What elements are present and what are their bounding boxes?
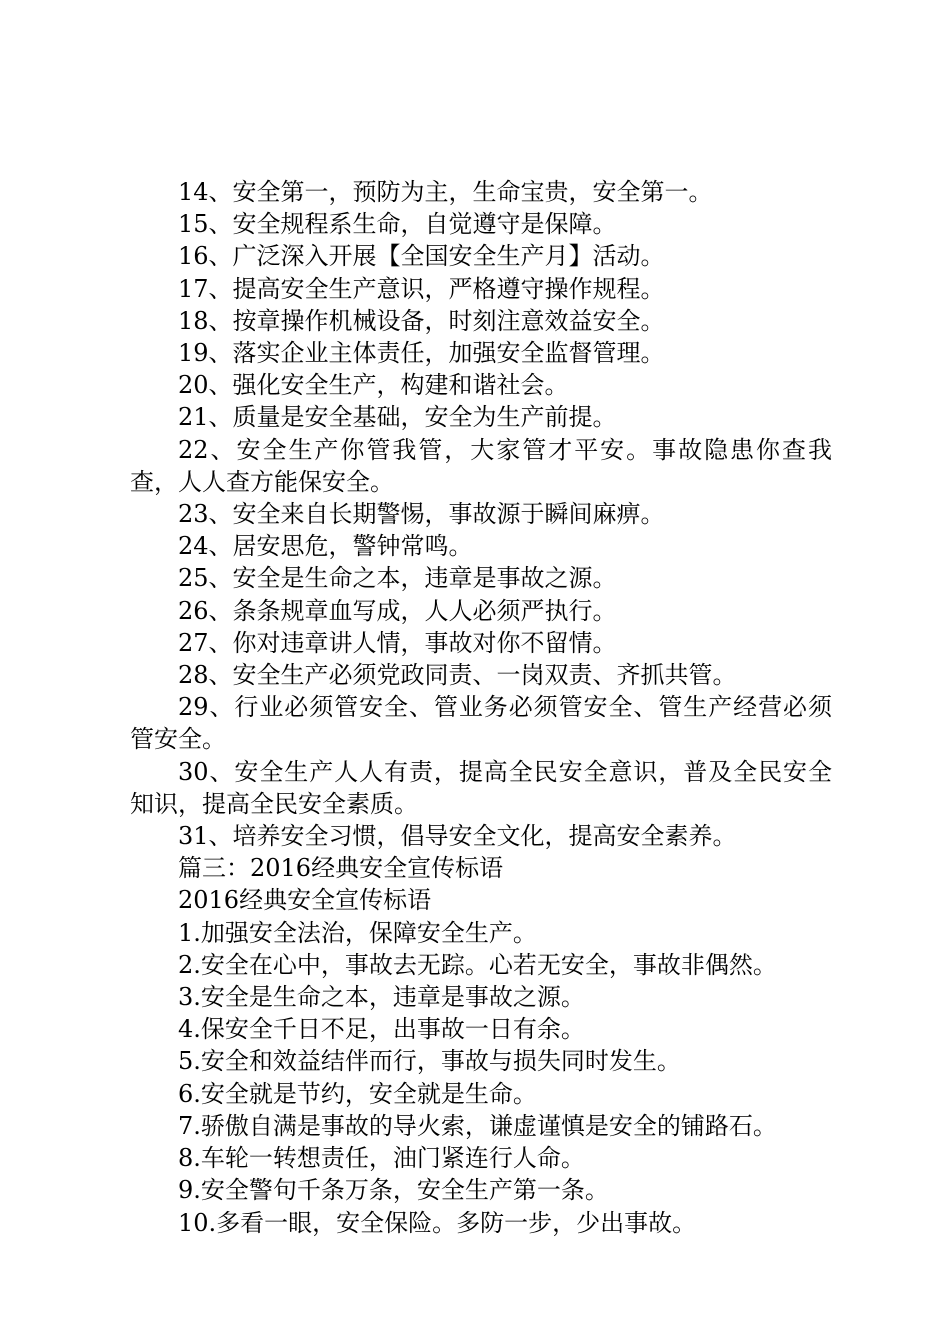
paragraph-14: 14、安全第一，预防为主，生命宝贵，安全第一。 xyxy=(178,178,713,206)
slogan-2: 2.安全在心中，事故去无踪。心若无安全，事故非偶然。 xyxy=(178,950,777,979)
slogan-5: 5.安全和效益结伴而行，事故与损失同时发生。 xyxy=(178,1047,681,1076)
paragraph-26: 26、条条规章血写成，人人必须严执行。 xyxy=(178,596,617,625)
slogan-3: 3.安全是生命之本，违章是事故之源。 xyxy=(178,983,585,1012)
slogan-10: 10.多看一眼，安全保险。多防一步，少出事故。 xyxy=(178,1208,697,1237)
paragraph-22: 22、安全生产你管我管，大家管才平安。事故隐患你查我查，人人查方能保安全。 xyxy=(130,435,832,496)
document-body xyxy=(130,176,832,1239)
paragraph-17: 17、提高安全生产意识，严格遵守操作规程。 xyxy=(178,274,665,303)
section-heading: 篇三：2016经典安全宣传标语 xyxy=(178,854,504,883)
paragraph-25: 25、安全是生命之本，违章是事故之源。 xyxy=(178,564,617,593)
paragraph-18: 18、按章操作机械设备，时刻注意效益安全。 xyxy=(178,306,665,335)
paragraph-28: 28、安全生产必须党政同责、一岗双责、齐抓共管。 xyxy=(178,661,737,690)
section-title: 2016经典安全宣传标语 xyxy=(178,886,432,915)
paragraph-23: 23、安全来自长期警惕，事故源于瞬间麻痹。 xyxy=(178,500,665,529)
paragraph-16: 16、广泛深入开展【全国安全生产月】活动。 xyxy=(178,242,665,271)
paragraph-27: 27、你对违章讲人情，事故对你不留情。 xyxy=(178,628,617,657)
paragraph-29: 29、行业必须管安全、管业务必须管安全、管生产经营必须管安全。 xyxy=(130,693,832,754)
slogan-7: 7.骄傲自满是事故的导火索，谦虚谨慎是安全的铺路石。 xyxy=(178,1111,777,1140)
slogan-4: 4.保安全千日不足，出事故一日有余。 xyxy=(178,1015,585,1044)
slogan-9: 9.安全警句千条万条，安全生产第一条。 xyxy=(178,1176,609,1205)
paragraph-31: 31、培养安全习惯，倡导安全文化，提高安全素养。 xyxy=(178,822,737,851)
slogan-1: 1.加强安全法治，保障安全生产。 xyxy=(178,918,537,947)
slogan-8: 8.车轮一转想责任，油门紧连行人命。 xyxy=(178,1144,585,1173)
paragraph-24: 24、居安思危，警钟常鸣。 xyxy=(178,532,473,561)
paragraph-20: 20、强化安全生产，构建和谐社会。 xyxy=(178,371,569,400)
paragraph-30: 30、安全生产人人有责，提高全民安全意识，普及全民安全知识，提高全民安全素质。 xyxy=(130,757,832,818)
paragraph-15: 15、安全规程系生命，自觉遵守是保障。 xyxy=(178,210,617,239)
paragraph-19: 19、落实企业主体责任，加强安全监督管理。 xyxy=(178,339,665,368)
paragraph-21: 21、质量是安全基础，安全为生产前提。 xyxy=(178,403,617,432)
slogan-6: 6.安全就是节约，安全就是生命。 xyxy=(178,1079,537,1108)
